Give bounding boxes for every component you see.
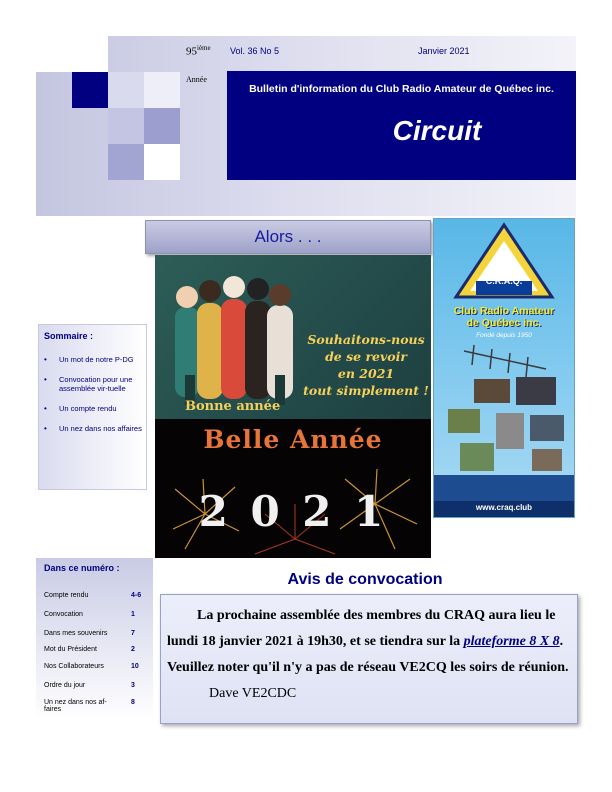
summary-item: • Un mot de notre P-DG <box>39 355 143 364</box>
notice-signature: Dave VE2CDC <box>209 686 297 701</box>
volume-number: Vol. 36 No 5 <box>230 46 280 56</box>
craq-poster-illustration <box>434 219 574 517</box>
notice-text <box>167 603 571 707</box>
greeting-line: Souhaitons-nous <box>307 332 425 347</box>
summary-sidebar <box>38 324 147 490</box>
toc-page: 1 <box>131 611 135 618</box>
people-group-icon <box>175 276 293 405</box>
masthead-square <box>144 144 180 180</box>
edition-label: Année <box>186 75 207 84</box>
craq-logo-icon <box>456 225 552 297</box>
belle-annee-caption: Belle Année <box>203 425 383 454</box>
toc-label: Convocation <box>44 611 83 618</box>
toc-row <box>44 646 164 653</box>
masthead-square <box>108 108 144 144</box>
greeting-line: de se revoir <box>325 349 407 364</box>
section-banner <box>145 220 431 254</box>
toc-row <box>44 682 164 689</box>
fireworks-image <box>155 419 431 558</box>
toc-row <box>44 611 164 618</box>
masthead-square <box>108 72 144 108</box>
section-banner-label: Alors . . . <box>254 227 322 246</box>
edition-number-value: 95 <box>186 45 197 58</box>
toc-row <box>44 592 164 599</box>
craq-logo-text: C.R.A.Q. <box>485 276 523 286</box>
toc-label: Compte rendu <box>44 592 89 599</box>
toc-label: Dans mes souvenirs <box>44 630 108 637</box>
masthead-square <box>144 108 180 144</box>
toc-page: 2 <box>131 646 135 653</box>
masthead-square <box>108 144 144 180</box>
issue-date: Janvier 2021 <box>418 46 470 56</box>
edition-number <box>186 44 211 58</box>
masthead-square <box>36 36 108 72</box>
club-founded: Fondé depuis 1950 <box>476 332 532 339</box>
masthead-title-panel <box>227 71 576 180</box>
masthead-square <box>144 72 180 108</box>
toc-label: Ordre du jour <box>44 682 86 689</box>
notice-text-part: La prochaine assemblée des membres du CRAQ aura lieu le lundi 18 janvier 2021 à 19h30, et se tiendra sur la <box>167 608 556 649</box>
club-poster <box>433 218 575 518</box>
greeting-card-image <box>155 255 431 419</box>
photo-collage-icon <box>448 377 564 471</box>
toc-sidebar <box>36 558 153 720</box>
notice-text-part: . Veuillez noter qu'il n'y a pas de réseau VE2CQ les soirs de réunion. <box>167 634 569 675</box>
summary-item: • Un nez dans nos affaires <box>39 424 143 433</box>
toc-page: 8 <box>131 699 135 706</box>
year-caption: 2 0 2 1 <box>198 487 388 536</box>
newsletter-title: Circuit <box>392 115 482 146</box>
summary-item: • Un compte rendu <box>39 404 143 413</box>
toc-page: 10 <box>131 663 139 670</box>
masthead-square <box>72 72 108 108</box>
toc-row <box>44 663 164 670</box>
bonne-annee-caption: Bonne année <box>185 399 281 414</box>
toc-page: 7 <box>131 630 135 637</box>
club-url[interactable]: www.craq.club <box>475 503 533 512</box>
notice-title: Avis de convocation <box>287 571 443 588</box>
club-name-line: de Québec inc. <box>466 317 542 329</box>
summary-item: • Convocation pour une assemblée vir-tuelle <box>39 375 143 393</box>
toc-title: Dans ce numéro : <box>44 563 120 573</box>
toc-label: Nos Collaborateurs <box>44 663 104 670</box>
toc-row <box>44 630 164 637</box>
notice-platform-link[interactable]: plateforme 8 X 8 <box>463 634 560 649</box>
partner-logos-strip <box>434 475 574 501</box>
toc-row <box>44 699 164 713</box>
edition-suffix: ième <box>197 44 211 52</box>
toc-page: 4-6 <box>131 592 142 599</box>
notice-box <box>160 594 578 724</box>
club-name-line: Club Radio Amateur <box>453 305 555 317</box>
toc-label: Un nez dans nos af-faires <box>44 699 107 713</box>
bulletin-subtitle: Bulletin d'information du Club Radio Amateur de Québec inc. <box>249 83 554 95</box>
greeting-line: tout simplement ! <box>303 383 429 398</box>
antenna-icon <box>464 345 546 377</box>
greeting-line: en 2021 <box>337 366 395 381</box>
summary-list <box>39 355 143 444</box>
toc-page: 3 <box>131 682 135 689</box>
summary-title: Sommaire : <box>44 331 94 341</box>
toc-label: Mot du Président <box>44 646 97 653</box>
